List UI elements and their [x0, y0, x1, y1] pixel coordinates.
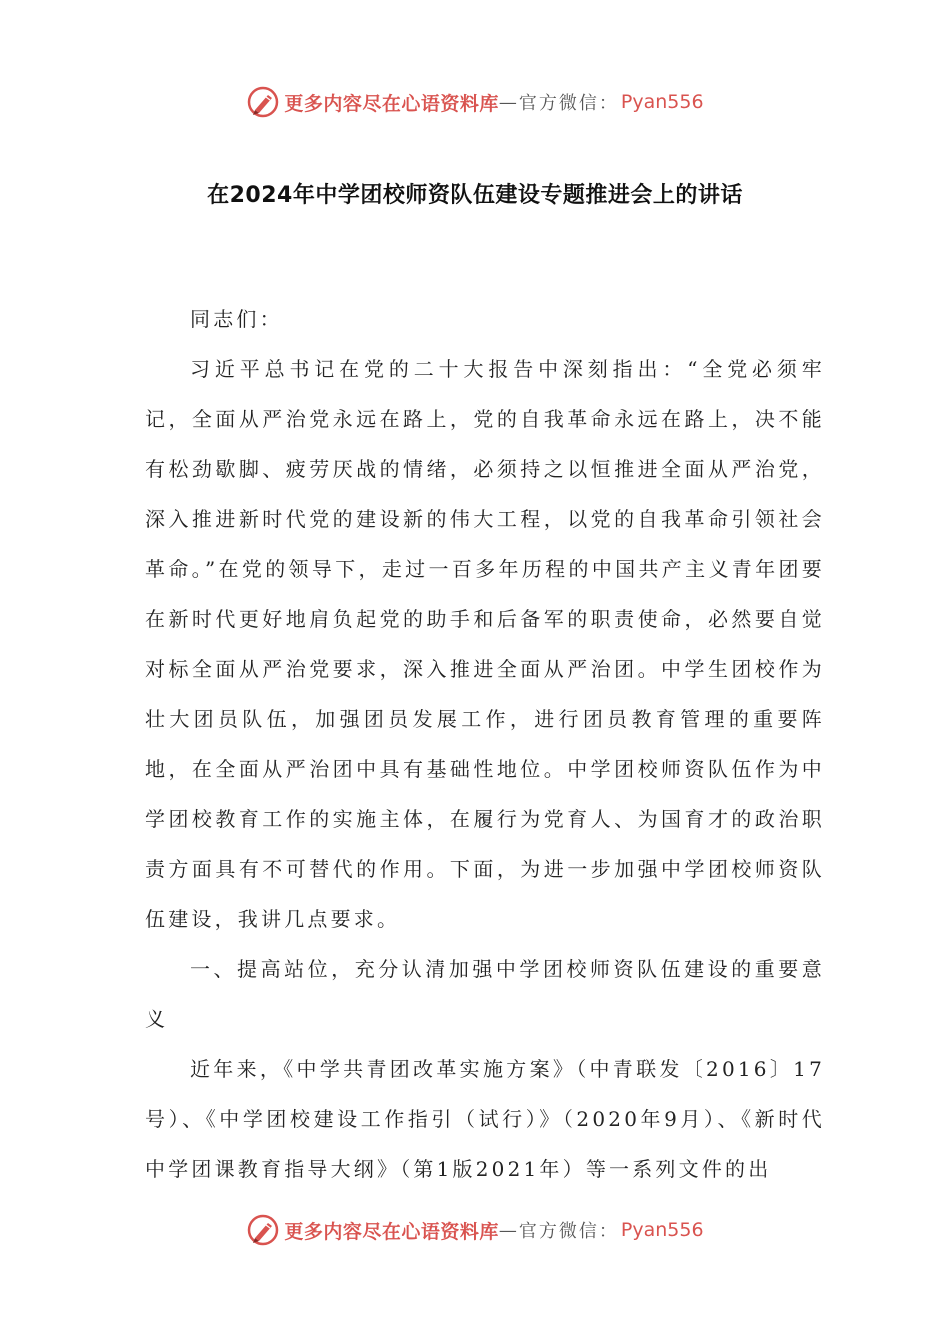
watermark-wechat-id: Pyan556: [620, 91, 704, 113]
watermark-sub-text: 官方微信：: [518, 93, 619, 114]
watermark-main-text: 更多内容尽在心语资料库: [284, 92, 499, 115]
watermark-main-text: 更多内容尽在心语资料库: [284, 1220, 499, 1243]
watermark-wechat-id: Pyan556: [620, 1219, 704, 1241]
section-heading: 一、提高站位，充分认清加强中学团校师资队伍建设的重要意义: [145, 957, 825, 1031]
salutation: 同志们：: [190, 307, 283, 331]
watermark-banner-bottom: [0, 1210, 950, 1250]
pen-logo-icon: [246, 1213, 280, 1247]
document-title: 在2024年中学团校师资队伍建设专题推进会上的讲话: [207, 183, 743, 208]
watermark-sub-text: 官方微信：: [518, 1221, 619, 1242]
paragraph: 习近平总书记在党的二十大报告中深刻指出：“全党必须牢记，全面从严治党永远在路上，党的自我革命永远在路上，决不能有松劲歇脚、疲劳厌战的情绪，必须持之以恒推进全面从严治党，深入推进新时代党的建设新的伟大工程，以党的自我革命引领社会革命。”在党的领导下，走过一百多年历程的中国共产主义青年团要在新时代更好地肩负起党的助手和后备军的职责使命，必然要自觉对标全面从严治党要求，深入推进全面从严治团。中学生团校作为壮大团员队伍，加强团员发展工作，进行团员教育管理的重要阵地，在全面从严治团中具有基础性地位。中学团校师资队伍作为中学团校教育工作的实施主体，在履行为党育人、为国育才的政治职责方面具有不可替代的作用。下面，为进一步加强中学团校师资队伍建设，我讲几点要求。: [145, 357, 825, 931]
pen-logo-icon: [246, 85, 280, 119]
watermark-dash: —: [498, 1219, 519, 1241]
paragraph: 近年来，《中学共青团改革实施方案》（中青联发〔2016〕17号）、《中学团校建设工作指引（试行）》（2020年9月）、《新时代中学团课教育指导大纲》（第1版2021年）等一系列文件的出: [145, 1057, 825, 1181]
watermark-dash: —: [498, 91, 519, 113]
document-body: [145, 294, 825, 1194]
watermark-banner-top: [0, 82, 950, 122]
